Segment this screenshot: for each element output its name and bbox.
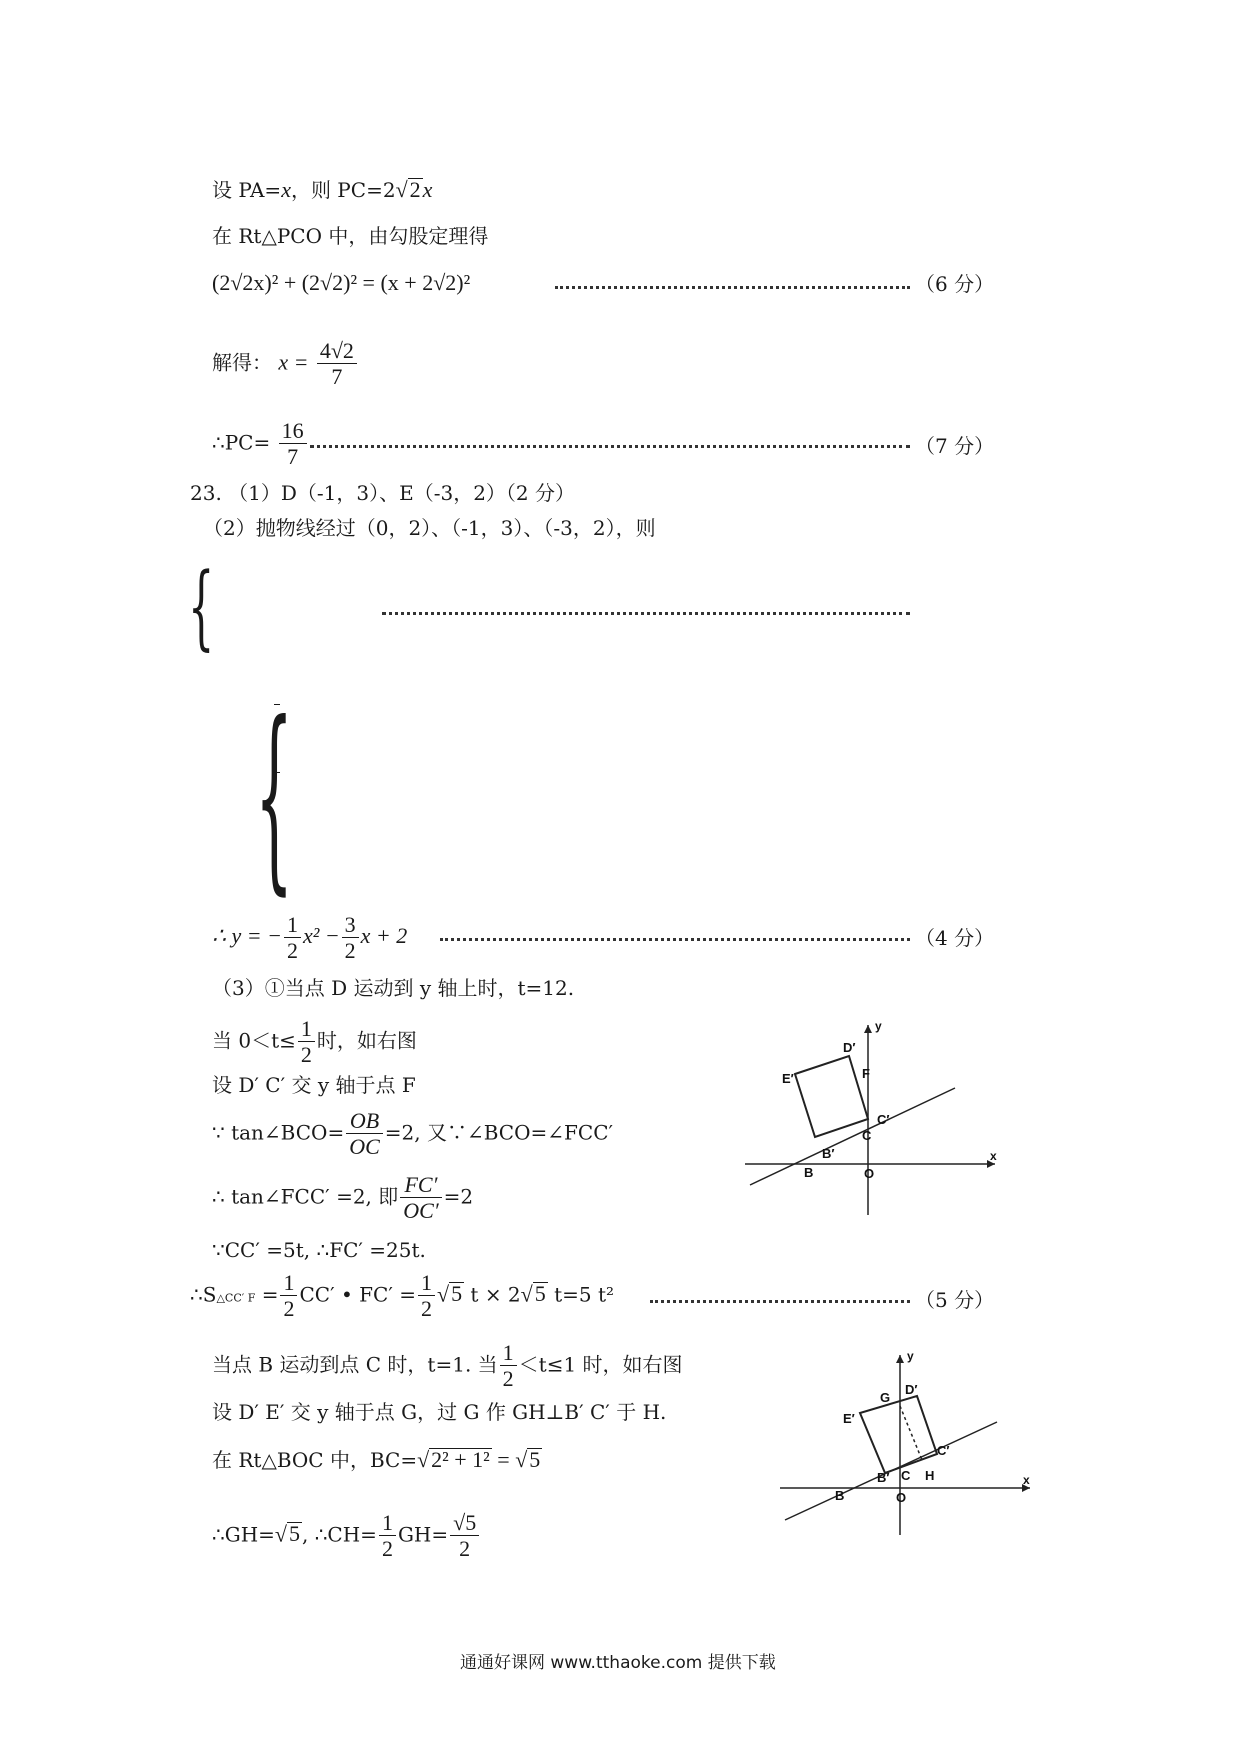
label-d-prime: D′ bbox=[843, 1040, 856, 1055]
brace: { bbox=[188, 553, 215, 660]
fraction: $\frac{4√2}{7}$ bbox=[317, 338, 357, 390]
label-f: F bbox=[862, 1066, 870, 1081]
label-x: x bbox=[990, 1149, 997, 1163]
footer-source: 通通好课网 www.tthaoke.com 提供下载 bbox=[460, 1653, 776, 1673]
leader-dots bbox=[310, 445, 910, 448]
equation-pythagoras: (2√2x)² + (2√2)² = (x + 2√2)² bbox=[212, 270, 471, 295]
figure-case1 bbox=[740, 1020, 1000, 1220]
leader-dots bbox=[555, 286, 910, 289]
label-y: y bbox=[907, 1350, 914, 1363]
fraction: $\frac{OB}{OC}$ bbox=[346, 1108, 383, 1160]
label-o: O bbox=[896, 1490, 907, 1505]
label-b: B bbox=[804, 1165, 814, 1180]
text: 设 PA= bbox=[212, 178, 282, 202]
label-e-prime: E′ bbox=[782, 1071, 794, 1086]
fraction: $\frac{FC'}{OC'}$ bbox=[400, 1172, 441, 1224]
fraction: $\frac{1}{2}$ bbox=[418, 1270, 435, 1322]
brace: { bbox=[255, 680, 294, 913]
var-x: x bbox=[422, 177, 433, 202]
line-solve-x bbox=[212, 338, 359, 390]
text: ∴PC= bbox=[212, 430, 271, 455]
figure-case2 bbox=[775, 1350, 1035, 1545]
label-g: G bbox=[880, 1390, 891, 1405]
line-tan-bco: ∵ tan∠BCO= $\frac{OB}{OC}$ =2, 又∵∠BCO=∠FCC′ bbox=[212, 1108, 614, 1160]
score-4: （4 分） bbox=[915, 926, 995, 950]
line-pc-result bbox=[212, 418, 309, 470]
label-c: C bbox=[901, 1468, 911, 1483]
fraction: $\frac{1}{2}$ bbox=[379, 1510, 396, 1562]
text: x = bbox=[278, 349, 309, 375]
line-set-f: 设 D′ C′ 交 y 轴于点 F bbox=[212, 1073, 416, 1097]
line-rt-pco: 在 Rt△PCO 中，由勾股定理得 bbox=[212, 224, 489, 248]
q23-part1: 23. （1）D（-1，3）、E（-3，2）（2 分） bbox=[190, 481, 576, 505]
label-b-prime: B′ bbox=[877, 1470, 890, 1485]
fraction: $\frac{3}{2}$ bbox=[342, 912, 359, 964]
text: 解得： bbox=[212, 350, 272, 375]
line-case1: 当 0＜t≤ $\frac{1}{2}$ 时，如右图 bbox=[212, 1016, 417, 1068]
line-area: ∴S△CC′ F = $\frac{1}{2}$ CC′ • FC′ = $\frac{1}{2}$ √5 t × 2√5 t=5 t² bbox=[190, 1270, 615, 1322]
score-7: （7 分） bbox=[915, 434, 995, 458]
q23-part3: （3）①当点 D 运动到 y 轴上时，t=12. bbox=[212, 976, 575, 1000]
q23-part2: （2）抛物线经过（0，2）、（-1，3）、（-3，2），则 bbox=[203, 516, 656, 540]
fraction bbox=[274, 704, 280, 705]
label-c-prime: C′ bbox=[937, 1443, 950, 1458]
label-c: C bbox=[862, 1128, 872, 1143]
fraction: $\frac{1}{2}$ bbox=[298, 1016, 315, 1068]
score-5: （5 分） bbox=[915, 1288, 995, 1312]
line-bc: 在 Rt△BOC 中，BC=√2² + 1² = √5 bbox=[212, 1447, 541, 1472]
solution-a bbox=[272, 692, 282, 714]
label-o: O bbox=[864, 1166, 875, 1181]
fraction: $\frac{√5}{2}$ bbox=[450, 1510, 479, 1562]
leader-dots bbox=[440, 938, 910, 941]
leader-dots bbox=[650, 1300, 910, 1303]
solution-b bbox=[272, 760, 282, 782]
label-d-prime: D′ bbox=[905, 1382, 918, 1397]
line-set-g: 设 D′ E′ 交 y 轴于点 G，过 G 作 GH⊥B′ C′ 于 H. bbox=[212, 1400, 667, 1424]
leader-dots bbox=[382, 612, 910, 615]
fraction: $\frac{1}{2}$ bbox=[500, 1340, 517, 1392]
sqrt-2: 2 bbox=[409, 177, 421, 202]
label-y: y bbox=[875, 1020, 882, 1033]
line-cc: ∵CC′ =5t, ∴FC′ =25t. bbox=[212, 1238, 426, 1262]
label-x: x bbox=[1023, 1473, 1030, 1487]
label-b: B bbox=[835, 1488, 845, 1503]
fraction bbox=[274, 772, 280, 773]
label-h: H bbox=[925, 1468, 935, 1483]
label-b-prime: B′ bbox=[822, 1146, 835, 1161]
score-6: （6 分） bbox=[915, 272, 995, 296]
line-gh: ∴GH=√5 , ∴CH= $\frac{1}{2}$ GH= $\frac{√5}{2}$ bbox=[212, 1510, 481, 1562]
line-case2: 当点 B 运动到点 C 时，t=1. 当 $\frac{1}{2}$ ＜t≤1 时，如右图 bbox=[212, 1340, 683, 1392]
line-tan-fcc: ∴ tan∠FCC′ =2, 即 $\frac{FC'}{OC'}$ =2 bbox=[212, 1172, 474, 1224]
label-c-prime: C′ bbox=[877, 1112, 890, 1127]
line-parabola: ∴ y = − $\frac{1}{2}$ x² − $\frac{3}{2}$ x + 2 bbox=[212, 912, 408, 964]
line-set-pa: 设 PA=x，则 PC=2√2x bbox=[212, 177, 433, 202]
label-e-prime: E′ bbox=[843, 1411, 855, 1426]
fraction: $\frac{1}{2}$ bbox=[280, 1270, 297, 1322]
text: ，则 PC=2 bbox=[290, 178, 396, 202]
fraction: $\frac{16}{7}$ bbox=[279, 418, 307, 470]
var-x: x bbox=[281, 177, 291, 202]
fraction: $\frac{1}{2}$ bbox=[284, 912, 301, 964]
